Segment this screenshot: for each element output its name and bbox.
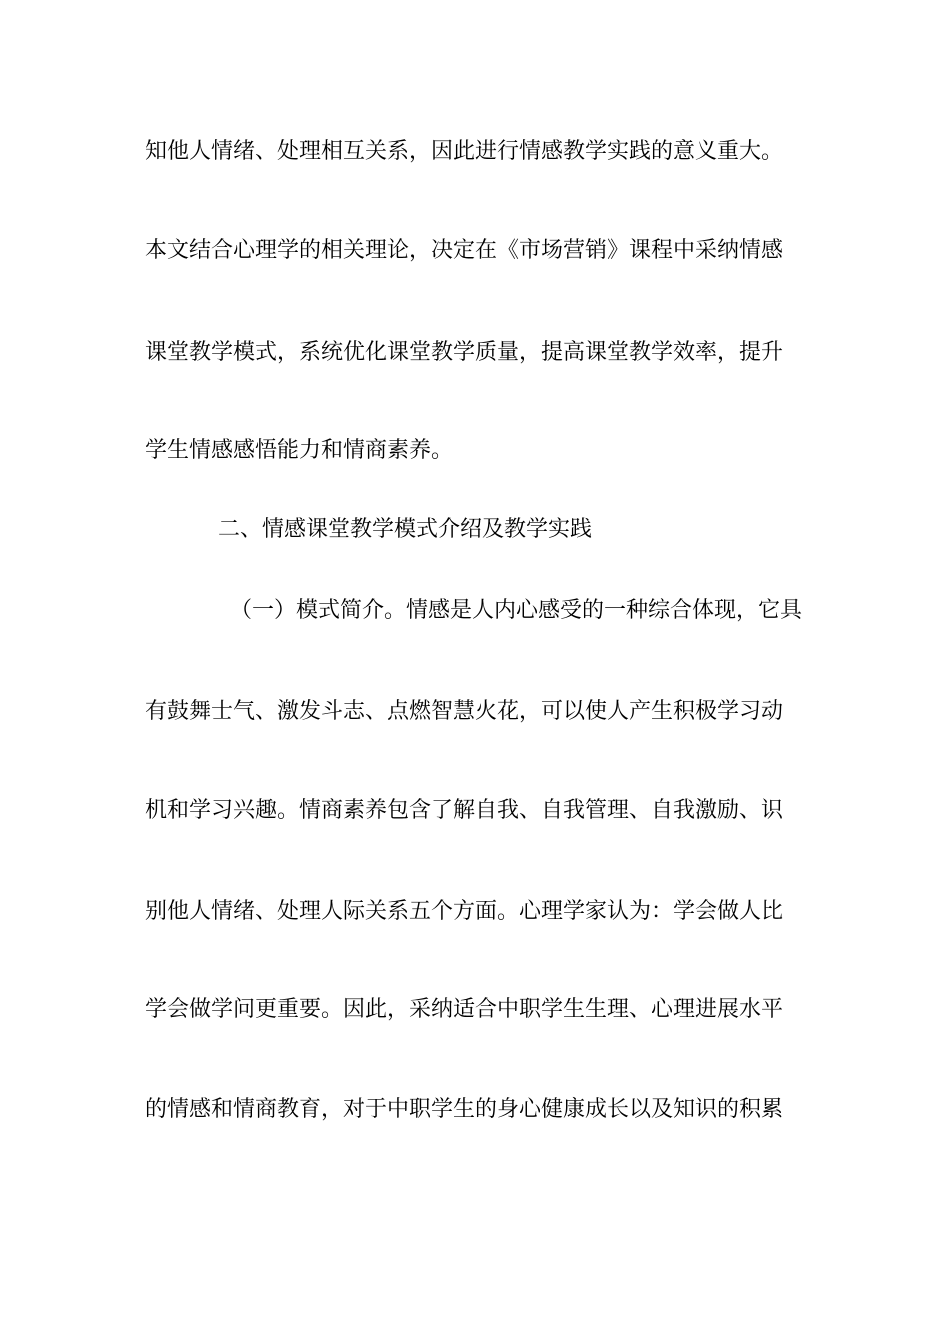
paragraph-line: 学会做学问更重要。因此，采纳适合中职学生生理、心理进展水平 xyxy=(145,997,784,1022)
section-heading: 二、情感课堂教学模式介绍及教学实践 xyxy=(218,517,593,542)
paragraph-line: （一）模式简介。情感是人内心感受的一种综合体现，它具 xyxy=(230,598,803,623)
paragraph-line: 知他人情绪、处理相互关系，因此进行情感教学实践的意义重大。 xyxy=(145,139,784,164)
paragraph-line: 的情感和情商教育，对于中职学生的身心健康成长以及知识的积累 xyxy=(145,1097,784,1122)
paragraph-line: 有鼓舞士气、激发斗志、点燃智慧火花，可以使人产生积极学习动 xyxy=(145,699,784,724)
paragraph-line: 课堂教学模式，系统优化课堂教学质量，提高课堂教学效率，提升 xyxy=(145,340,784,365)
paragraph-line: 机和学习兴趣。情商素养包含了解自我、自我管理、自我激励、识 xyxy=(145,798,784,823)
paragraph-line: 本文结合心理学的相关理论，决定在《市场营销》课程中采纳情感 xyxy=(145,238,784,263)
paragraph-line: 别他人情绪、处理人际关系五个方面。心理学家认为：学会做人比 xyxy=(145,899,784,924)
paragraph-line: 学生情感感悟能力和情商素养。 xyxy=(145,438,454,463)
